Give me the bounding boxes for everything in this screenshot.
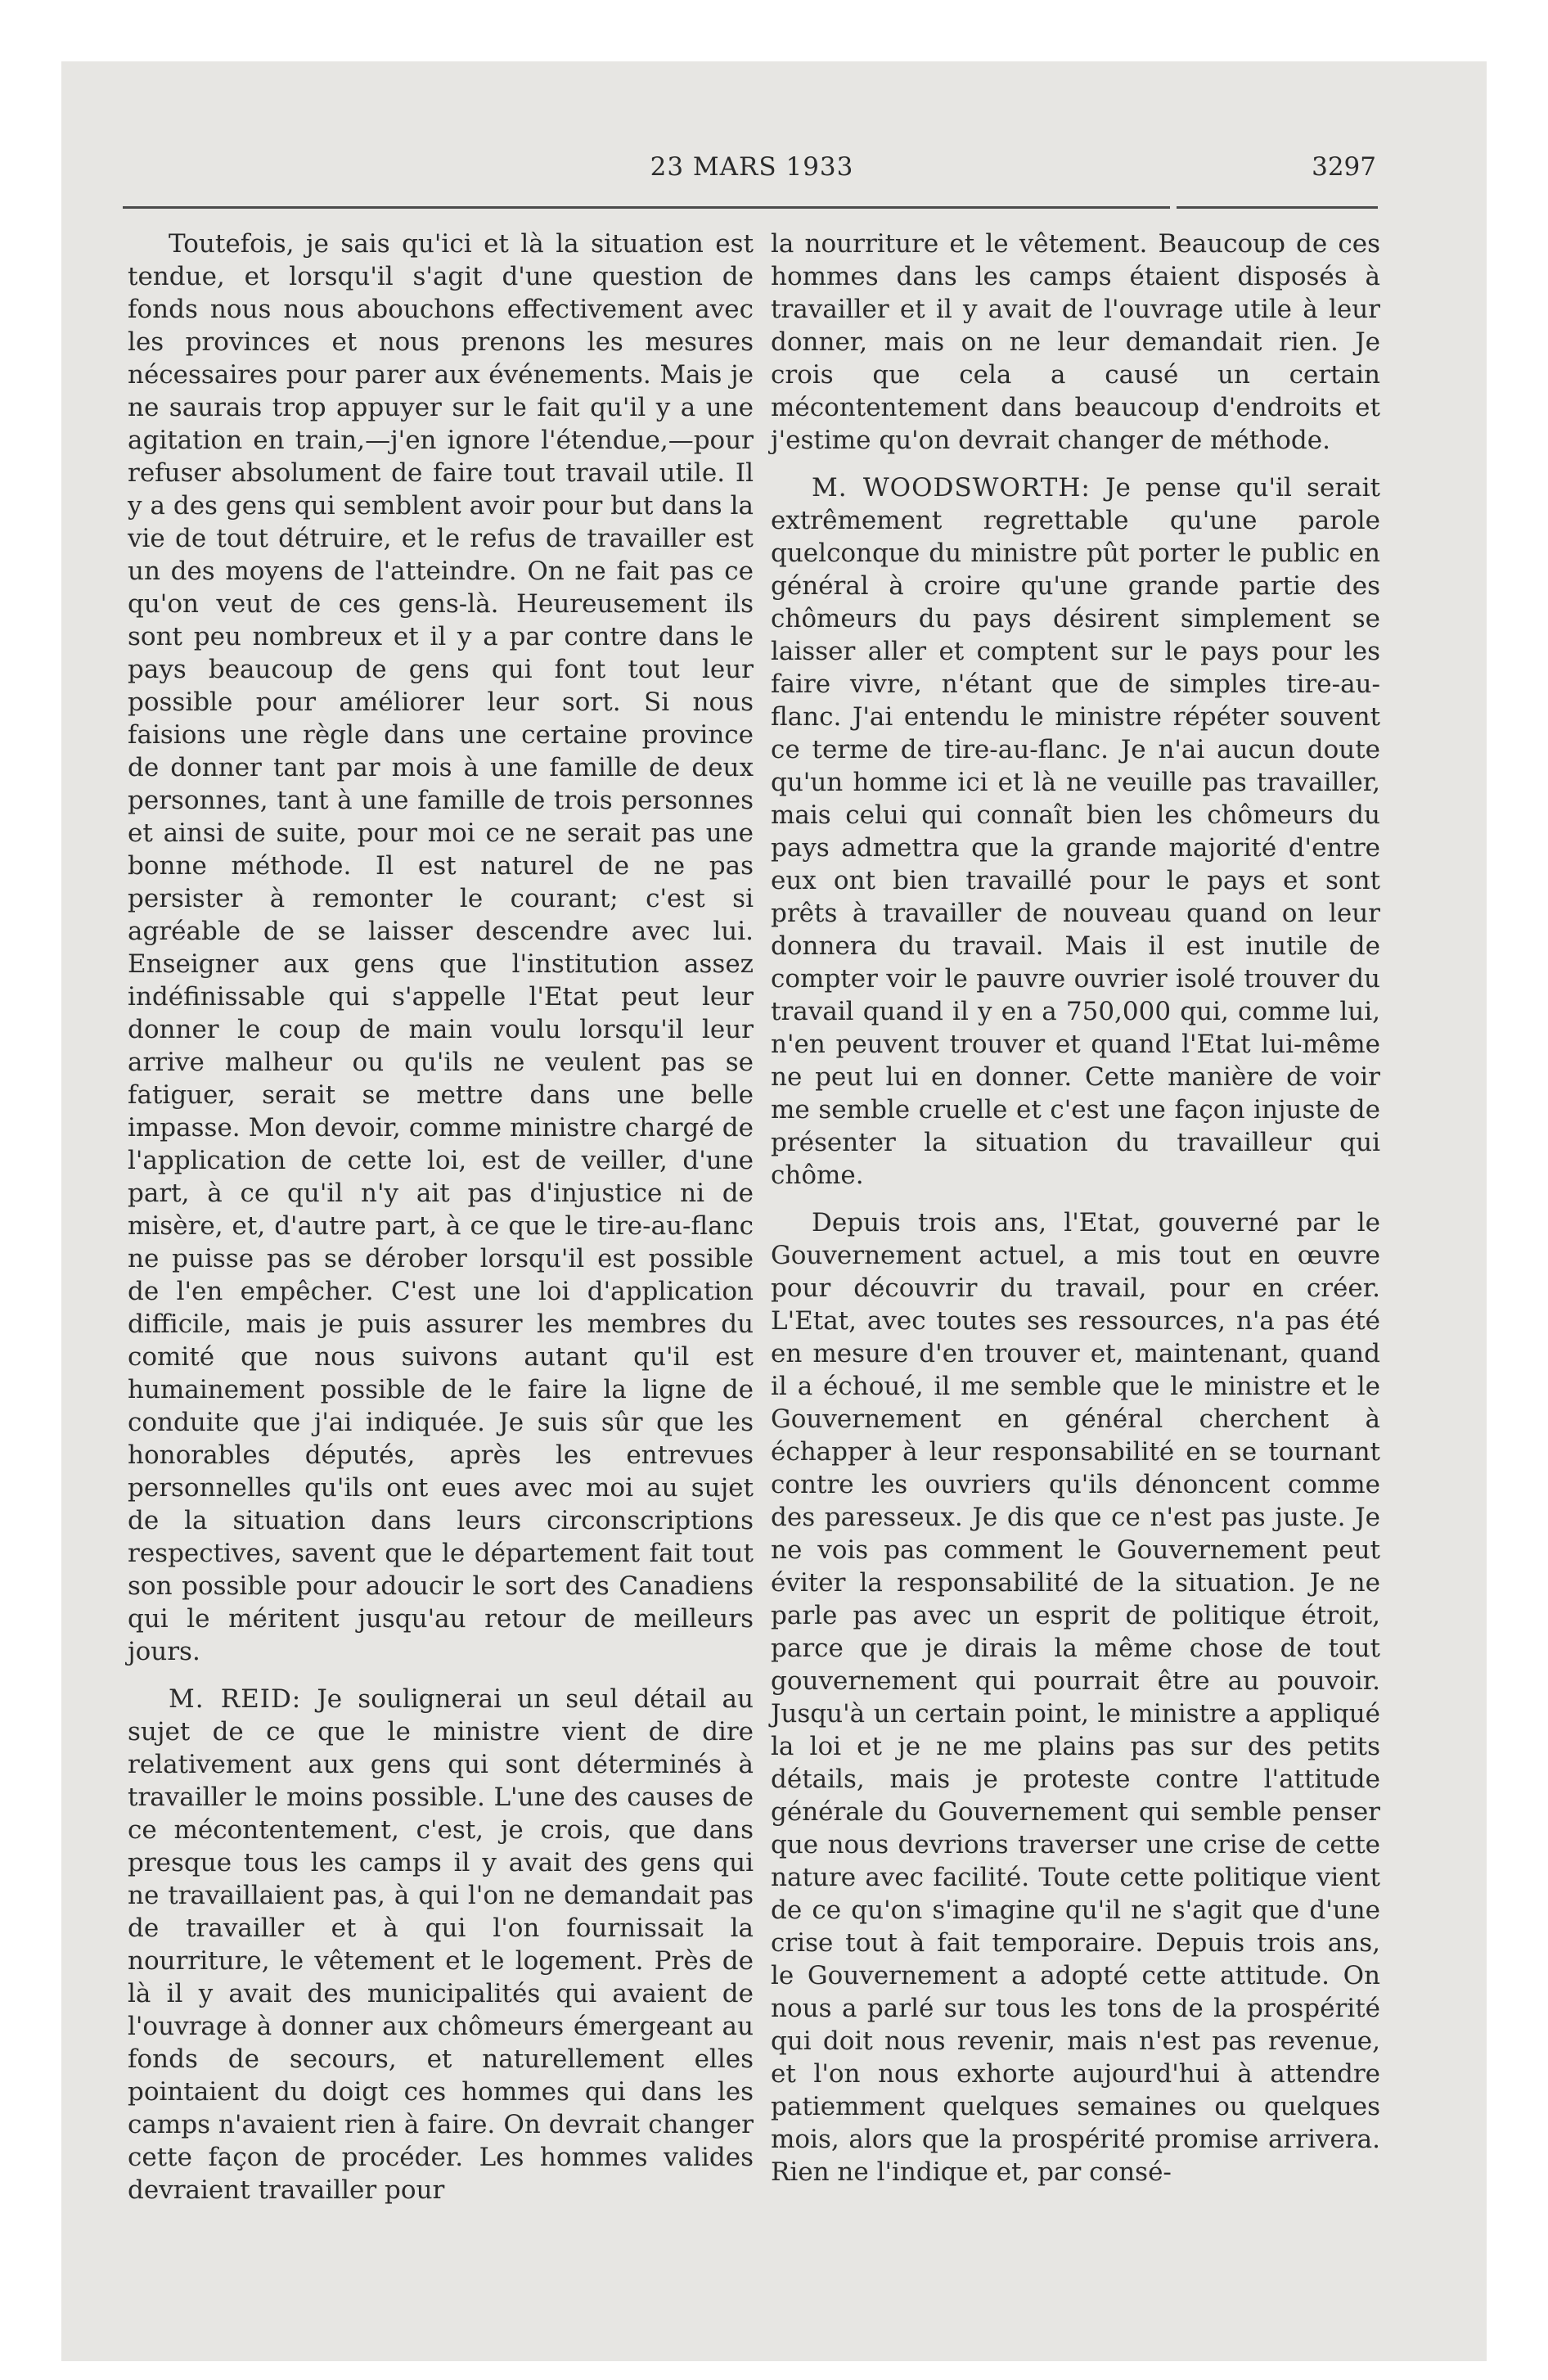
page-number: 3297 (1312, 152, 1376, 182)
paragraph: Toutefois, je sais qu'ici et là la situation est tendue, et lorsqu'il s'agit d'une question de fonds nous nous abouchons effectivement avec les provinces et nous prenons les mesures nécessaires pour parer aux événements. Mais je ne saurais trop appuyer sur le fait qu'il y a une agitation en train,—j'en ignore l'étendue,—pour refuser absolument de faire tout travail utile. Il y a des gens qui semblent avoir pour but dans la vie de tout détruire, et le refus de travailler est un des moyens de l'atteindre. On ne fait pas ce qu'on veut de ces gens-là. Heureusement ils sont peu nombreux et il y a par contre dans le pays beaucoup de gens qui font tout leur possible pour améliorer leur sort. Si nous faisions une règle dans une certaine province de donner tant par mois à une famille de deux personnes, tant à une famille de trois personnes et ainsi de suite, pour moi ce ne serait pas une bonne méthode. Il est naturel de ne pas persister à remonter le courant; c'est si agréable de se laisser descendre avec lui. Enseigner aux gens que l'institution assez indéfinissable qui s'appelle l'Etat peut leur donner le coup de main voulu lorsqu'il leur arrive malheur ou qu'ils ne veulent pas se fatiguer, serait se mettre dans une belle impasse. Mon devoir, comme ministre chargé de l'application de cette loi, est de veiller, d'une part, à ce qu'il n'y ait pas d'injustice ni de misère, et, d'autre part, à ce que le tire-au-flanc ne puisse pas se dérober lorsqu'il est possible de l'en empêcher. C'est une loi d'application difficile, mais je puis assurer les membres du comité que nous suivons autant qu'il est humainement possible de le faire la ligne de conduite que j'ai indiquée. Je suis sûr que les honorables députés, après les entrevues personnelles qu'ils ont eues avec moi au sujet de la situation dans leurs circonscriptions respectives, savent que le département fait tout son possible pour adoucir le sort des Canadiens qui le méritent jusqu'au retour de meilleurs jours. (128, 229, 754, 1666)
paragraph-continued: la nourriture et le vêtement. Beaucoup de ces hommes dans les camps étaient disposés à travailler et il y avait de l'ouvrage utile à leur donner, mais on ne leur demandait rien. Je crois que cela a causé un certain mécontentement dans beaucoup d'endroits et j'estime qu'on devrait changer de méthode. (771, 229, 1380, 455)
header-rule-right (1177, 206, 1378, 209)
speech-text: Je soulignerai un seul détail au sujet de ce que le ministre vient de dire relativement aux gens qui sont déterminés à travailler le moins possible. L'une des causes de ce mécontentement, c'est, je crois, que dans presque tous les camps il y avait des gens qui ne travaillaient pas, à qui l'on ne demandait pas de travailler et à qui l'on fournissait la nourriture, le vêtement et le logement. Près de là il y avait des municipalités qui avaient de l'ouvrage à donner aux chômeurs émergeant au fonds de secours, et naturellement elles pointaient du doigt ces hommes qui dans les camps n'avaient rien à faire. On devrait changer cette façon de procéder. Les hommes valides devraient travailler pour (128, 1684, 754, 2205)
header-date: 23 MARS 1933 (650, 152, 854, 182)
header-rule-left (123, 206, 1170, 209)
speaker-name: M. REID: (169, 1684, 302, 1714)
left-column (128, 228, 754, 2221)
speech-reid (128, 1683, 754, 2206)
page-header (128, 152, 1376, 185)
right-column (771, 228, 1380, 2203)
paragraph: Depuis trois ans, l'Etat, gouverné par le Gouvernement actuel, a mis tout en œuvre pour découvrir du travail, pour en créer. L'Etat, avec toutes ses ressources, n'a pas été en mesure d'en trouver et, maintenant, quand il a échoué, il me semble que le ministre et le Gouvernement en général cherchent à échapper à leur responsabilité en se tournant contre les ouvriers qu'ils dénoncent comme des paresseux. Je dis que ce n'est pas juste. Je ne vois pas comment le Gouvernement peut éviter la responsabilité de la situation. Je ne parle pas avec un esprit de politique étroit, parce que je dirais la même chose de tout gouvernement qui pourrait être au pouvoir. Jusqu'à un certain point, le ministre a appliqué la loi et je ne me plains pas sur des petits détails, mais je proteste contre l'attitude générale du Gouvernement qui semble penser que nous devrions traverser une crise de cette nature avec facilité. Toute cette politique vient de ce qu'on s'imagine qu'il ne s'agit que d'une crise tout à fait temporaire. Depuis trois ans, le Gouvernement a adopté cette attitude. On nous a parlé sur tous les tons de la prospérité qui doit nous revenir, mais n'est pas revenue, et l'on nous exhorte aujourd'hui à attendre patiemment quelques semaines ou quelques mois, alors que la prospérité promise arrivera. Rien ne l'indique et, par consé- (771, 1208, 1380, 2187)
speech-woodsworth (771, 471, 1380, 1192)
speaker-name: M. WOODSWORTH: (812, 473, 1091, 503)
speech-text: Je pense qu'il serait extrêmement regrettable qu'une parole quelconque du ministre pût porter le public en général à croire qu'une grande partie des chômeurs du pays désirent simplement se laisser aller et comptent sur le pays pour les faire vivre, n'étant que de simples tire-au-flanc. J'ai entendu le ministre répéter souvent ce terme de tire-au-flanc. Je n'ai aucun doute qu'un homme ici et là ne veuille pas travailler, mais celui qui connaît bien les chômeurs du pays admettra que la grande majorité d'entre eux ont bien travaillé pour le pays et sont prêts à travailler de nouveau quand on leur donnera du travail. Mais il est inutile de compter voir le pauvre ouvrier isolé trouver du travail quand il y en a 750,000 qui, comme lui, n'en peuvent trouver et quand l'Etat lui-même ne peut lui en donner. Cette manière de voir me semble cruelle et c'est une façon injuste de présenter la situation du travailleur qui chôme. (771, 473, 1381, 1190)
